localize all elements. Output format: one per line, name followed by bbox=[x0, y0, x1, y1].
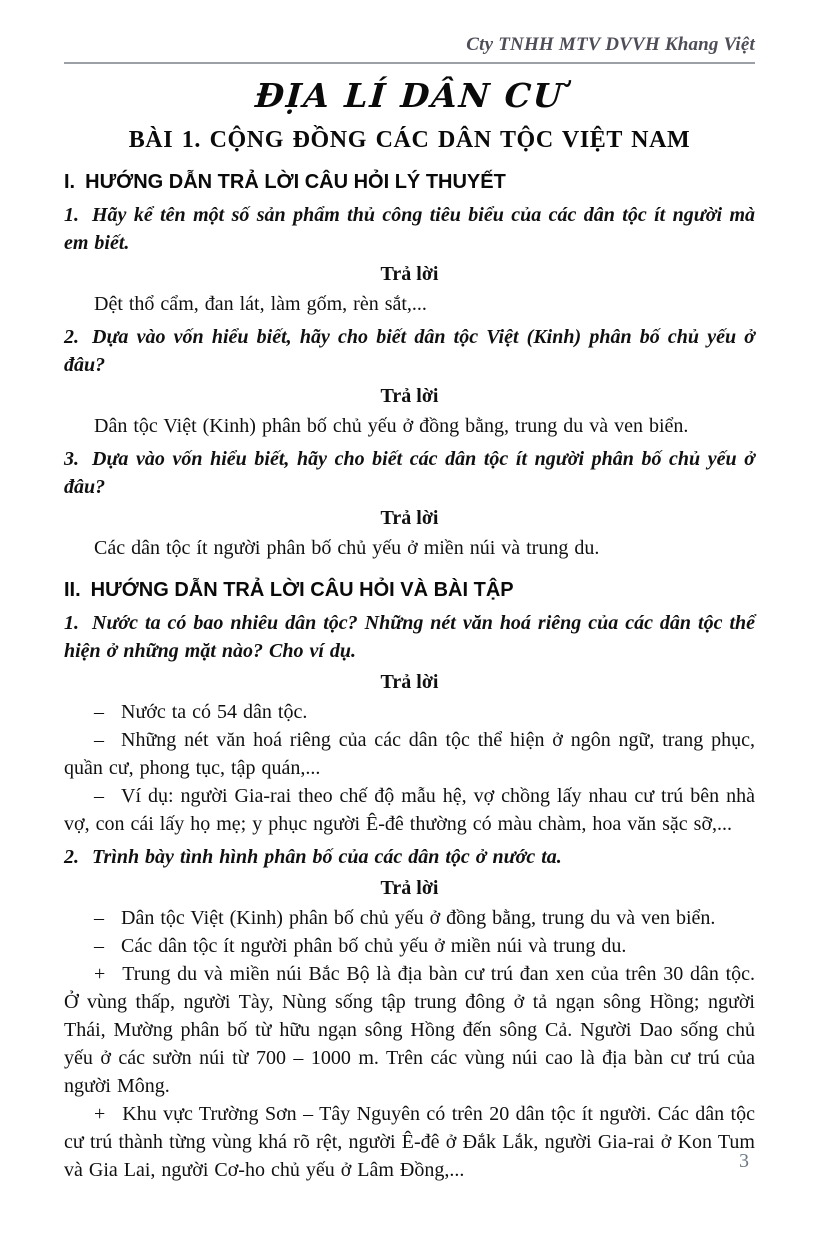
answer-text: Những nét văn hoá riêng của các dân tộc thể hiện ở ngôn ngữ, trang phục, quần cư, phong tục, tập quán,... bbox=[64, 729, 755, 779]
s1-question-1 bbox=[64, 201, 755, 257]
section-1-heading-text: HƯỚNG DẪN TRẢ LỜI CÂU HỎI LÝ THUYẾT bbox=[85, 171, 506, 193]
answer-text: Trung du và miền núi Bắc Bộ là địa bàn cư trú đan xen của trên 30 dân tộc. Ở vùng thấp, người Tày, Nùng sống tập trung đông ở tả ngạn sông Hồng; người Thái, Mường phân bố từ hữu ngạn sông Hồng đến sông Cả. Người Dao sống chủ yếu ở các sườn núi từ 700 – 1000 m. Trên các vùng núi cao là địa bàn cư trú của người Mông. bbox=[64, 963, 755, 1097]
s2-q1-answer-item bbox=[64, 698, 755, 726]
section-1-heading bbox=[64, 171, 755, 194]
s1-q3-answer: Các dân tộc ít người phân bố chủ yếu ở miền núi và trung du. bbox=[94, 537, 600, 559]
dash-bullet-marker: – bbox=[94, 935, 104, 957]
handwritten-chapter-title: ĐỊA LÍ DÂN CƯ bbox=[253, 76, 566, 115]
header-company: Cty TNHH MTV DVVH Khang Việt bbox=[64, 34, 755, 64]
answer-text: Nước ta có 54 dân tộc. bbox=[121, 701, 308, 723]
s2-q2-answer-item bbox=[64, 904, 755, 932]
s2-question-2 bbox=[64, 843, 755, 871]
section-2-number: II. bbox=[64, 579, 81, 601]
answer-text: Các dân tộc ít người phân bố chủ yếu ở miền núi và trung du. bbox=[121, 935, 627, 957]
section-1-number: I. bbox=[64, 171, 76, 193]
s1-question-2 bbox=[64, 323, 755, 379]
s1-q2-number: 2. bbox=[64, 326, 79, 348]
s1-q2-answer-label: Trả lời bbox=[380, 385, 439, 407]
dash-bullet-marker: – bbox=[94, 701, 104, 723]
s1-q1-text: Hãy kể tên một số sản phẩm thủ công tiêu biểu của các dân tộc ít người mà em biết. bbox=[64, 204, 755, 254]
s2-q1-answer-item bbox=[64, 726, 755, 782]
s2-q2-answer-label: Trả lời bbox=[380, 877, 439, 899]
lesson-title: BÀI 1. CỘNG ĐỒNG CÁC DÂN TỘC VIỆT NAM bbox=[128, 127, 691, 153]
dash-bullet-marker: – bbox=[94, 785, 104, 807]
section-2-heading-text: HƯỚNG DẪN TRẢ LỜI CÂU HỎI VÀ BÀI TẬP bbox=[90, 579, 514, 601]
s1-question-3 bbox=[64, 445, 755, 501]
s1-q2-answer: Dân tộc Việt (Kinh) phân bố chủ yếu ở đồng bằng, trung du và ven biển. bbox=[94, 415, 689, 437]
plus-bullet-marker: + bbox=[94, 963, 106, 985]
dash-bullet-marker: – bbox=[94, 907, 104, 929]
s2-q1-text: Nước ta có bao nhiêu dân tộc? Những nét văn hoá riêng của các dân tộc thể hiện ở những mặt nào? Cho ví dụ. bbox=[64, 612, 755, 662]
answer-text: Dân tộc Việt (Kinh) phân bố chủ yếu ở đồng bằng, trung du và ven biển. bbox=[121, 907, 716, 929]
answer-text: Khu vực Trường Sơn – Tây Nguyên có trên 20 dân tộc ít người. Các dân tộc cư trú thành từng vùng khá rõ rệt, người Ê-đê ở Đắk Lắk, người Gia-rai ở Kon Tum và Gia Lai, người Cơ-ho chủ yếu ở Lâm Đồng,... bbox=[64, 1103, 755, 1181]
s1-q1-answer-label: Trả lời bbox=[380, 263, 439, 285]
s1-q1-number: 1. bbox=[64, 204, 79, 226]
answer-text: Ví dụ: người Gia-rai theo chế độ mẫu hệ, vợ chồng lấy nhau cư trú bên nhà vợ, con cái lấy họ mẹ; y phục người Ê-đê thường có màu chàm, hoa văn sặc sỡ,... bbox=[64, 785, 755, 835]
s2-question-1 bbox=[64, 609, 755, 665]
s2-q2-answer-item bbox=[64, 932, 755, 960]
s1-q2-text: Dựa vào vốn hiểu biết, hãy cho biết dân tộc Việt (Kinh) phân bố chủ yếu ở đâu? bbox=[64, 326, 755, 376]
dash-bullet-marker: – bbox=[94, 729, 104, 751]
plus-bullet-marker: + bbox=[94, 1103, 106, 1125]
s2-q1-answer-item bbox=[64, 782, 755, 838]
s1-q3-text: Dựa vào vốn hiểu biết, hãy cho biết các dân tộc ít người phân bố chủ yếu ở đâu? bbox=[64, 448, 755, 498]
s2-q2-answer-item bbox=[64, 1100, 755, 1184]
s2-q2-answer-item bbox=[64, 960, 755, 1100]
s1-q3-number: 3. bbox=[64, 448, 79, 470]
s1-q1-answer: Dệt thổ cẩm, đan lát, làm gốm, rèn sắt,... bbox=[94, 293, 427, 315]
s2-q2-number: 2. bbox=[64, 846, 79, 868]
section-2-heading bbox=[64, 579, 755, 602]
page-number: 3 bbox=[739, 1150, 749, 1172]
s2-q2-text: Trình bày tình hình phân bố của các dân tộc ở nước ta. bbox=[92, 846, 562, 868]
s2-q1-answer-label: Trả lời bbox=[380, 671, 439, 693]
s1-q3-answer-label: Trả lời bbox=[380, 507, 439, 529]
s2-q1-number: 1. bbox=[64, 612, 79, 634]
